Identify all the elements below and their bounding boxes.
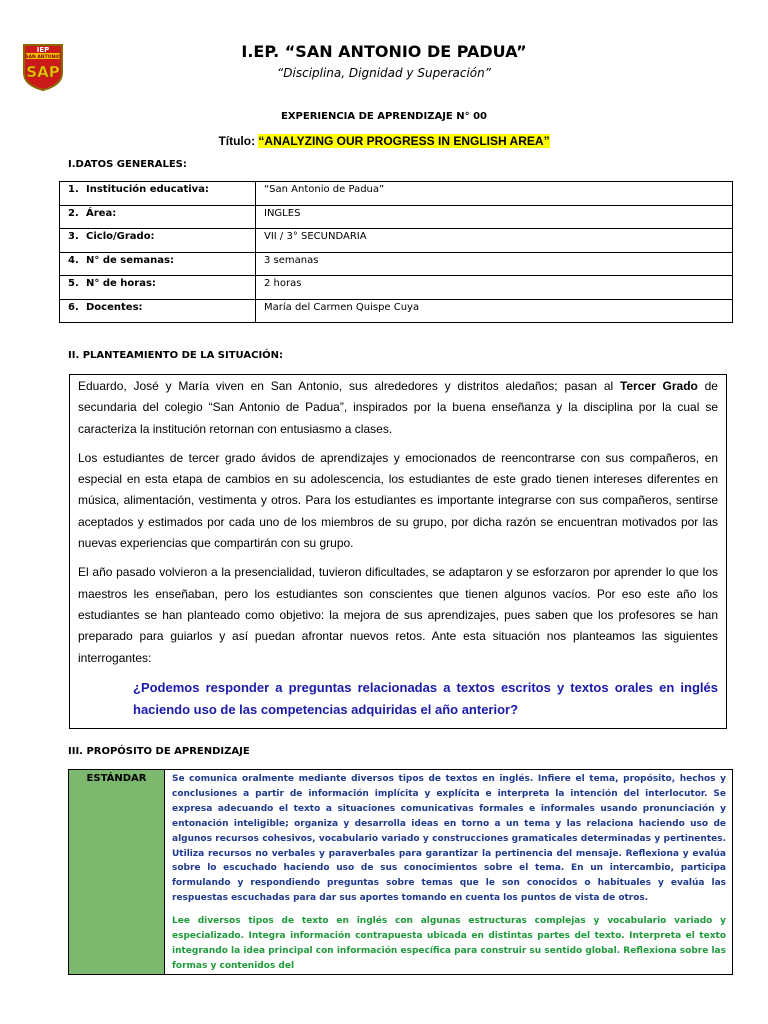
standard-content (165, 770, 733, 975)
table-row (69, 770, 733, 975)
logo-text-bottom: SAP (26, 63, 60, 81)
row-label-text: N° de semanas: (86, 254, 174, 266)
table-row (60, 276, 733, 300)
standard-reading-text: Lee diversos tipos de texto en inglés con algunas estructuras complejas y vocabulario variado y especializado. Integra información contrapuesta ubicada en distintas partes del texto. Interpreta el texto integrando la idea principal con información específica para construir su sentido global. Reflexiona sobre las formas y contenidos del (172, 916, 726, 971)
question-text: ¿Podemos responder a preguntas relacionadas a textos escritos y textos orales en inglés haciendo uso de las competencias adquiridas el año anterior? (133, 679, 718, 717)
row-label-text: N° de horas: (86, 278, 156, 289)
table-row (60, 252, 733, 276)
standard-oral-text: Se comunica oralmente mediante diversos tipos de textos en inglés. Infiere el tema, propósito, hechos y conclusiones a partir de información implícita y explícita e interpreta la intención del interlocutor. Se expresa adecuando el texto a situaciones comunicativas formales e informales usando pronunciación y entonación inteligible; organiza y desarrolla ideas en torno a un tema y las relaciona haciendo uso de algunos recursos cohesivos, vocabulario variado y construcciones gramaticales determinadas y pertinentes. Utiliza recursos no verbales y paraverbales para garantizar la pertinencia del mensaje. Reflexiona y evalúa sobre lo escuchado haciendo uso de sus conocimientos sobre el tema. En un intercambio, participa formulando y respondiendo preguntas sobre temas que le son conocidos o habituales y evalúa las respuestas escuchadas para dar sus aportes tomando en cuenta los puntos de vista de otros. (172, 774, 726, 904)
row-number: 5. (68, 278, 79, 289)
general-data-table (59, 181, 733, 323)
row-value: María del Carmen Quispe Cuya (256, 299, 733, 323)
guiding-question (78, 677, 718, 721)
title-highlight: “ANALYZING OUR PROGRESS IN ENGLISH AREA” (258, 134, 550, 148)
row-label-text: Ciclo/Grado: (86, 231, 155, 242)
row-label (60, 252, 256, 276)
section-3-heading: III. PROPÓSITO DE APRENDIZAJE (68, 746, 250, 757)
row-label (60, 205, 256, 229)
row-label (60, 276, 256, 300)
row-number: 6. (68, 301, 79, 313)
purpose-table (68, 769, 733, 975)
row-number: 3. (68, 231, 79, 242)
section-2-heading: II. PLANTEAMIENTO DE LA SITUACIÓN: (68, 350, 284, 361)
experience-label: EXPERIENCIA DE APRENDIZAJE N° 00 (281, 111, 487, 122)
row-value: “San Antonio de Padua” (256, 182, 733, 206)
row-value: VII / 3° SECUNDARIA (256, 229, 733, 253)
row-value: 2 horas (256, 276, 733, 300)
row-number: 2. (68, 207, 79, 219)
logo-text-mid: SAN ANTONIO (25, 55, 61, 60)
paragraph-text: Eduardo, José y María viven en San Antonio, sus alrededores y distritos aledaños; pasan al (78, 379, 620, 393)
checkbox-bullet-icon (108, 677, 133, 721)
situation-box (69, 374, 727, 729)
school-motto: “Disciplina, Dignidad y Superación” (277, 66, 491, 80)
table-row (60, 229, 733, 253)
row-number: 1. (68, 184, 79, 195)
row-label-text: Docentes: (86, 301, 143, 313)
standard-label: ESTÁNDAR (69, 770, 165, 975)
row-label-text: Institución educativa: (86, 184, 209, 195)
paragraph-bold: Tercer Grado (619, 379, 698, 393)
table-row (60, 205, 733, 229)
document-title (0, 134, 768, 148)
school-name: I.EP. “SAN ANTONIO DE PADUA” (241, 42, 527, 61)
row-label (60, 182, 256, 206)
row-number: 4. (68, 254, 79, 266)
situation-paragraph-1 (78, 376, 718, 440)
title-prefix: Título: (218, 134, 259, 148)
row-label-text: Área: (86, 207, 117, 219)
situation-paragraph-3: El año pasado volvieron a la presencialidad, tuvieron dificultades, se adaptaron y se esforzaron por aprender lo que los maestros les enseñaban, pero los estudiantes son conscientes que tienen algunos vacíos. Por eso este año los estudiantes se han planteado como objetivo: la mejora de sus aprendizajes, pues saben que los profesores se han preparado para guiarlos y así puedan afrontar nuevos retos. Ante esta situación nos planteamos las siguientes interrogantes: (78, 565, 718, 665)
row-label (60, 299, 256, 323)
logo-text-top: IEP (36, 46, 50, 54)
row-label (60, 229, 256, 253)
paragraph-text: de secundaria del colegio “San Antonio de Padua”, inspirados por la buena enseñanza y la disciplina por la cual se caracteriza la institución retornan con entusiasmo a clases. (78, 379, 718, 436)
row-value: INGLES (256, 205, 733, 229)
table-row (60, 182, 733, 206)
section-1-heading: I.DATOS GENERALES: (68, 159, 187, 170)
table-row (60, 299, 733, 323)
row-value: 3 semanas (256, 252, 733, 276)
situation-paragraph-2: Los estudiantes de tercer grado ávidos de aprendizajes y emocionados de reencontrarse con sus compañeros, en especial en esta etapa de cambios en su adolescencia, los estudiantes de este grado tienen intereses diferentes en música, alimentación, vestimenta y otros. Para los estudiantes es importante integrarse con sus compañeros, sentirse aceptados y estimados por cada uno de los miembros de su grupo, por dicha razón se encuentran motivados por las nuevas experiencias que compartirán con su grupo. (78, 450, 718, 551)
